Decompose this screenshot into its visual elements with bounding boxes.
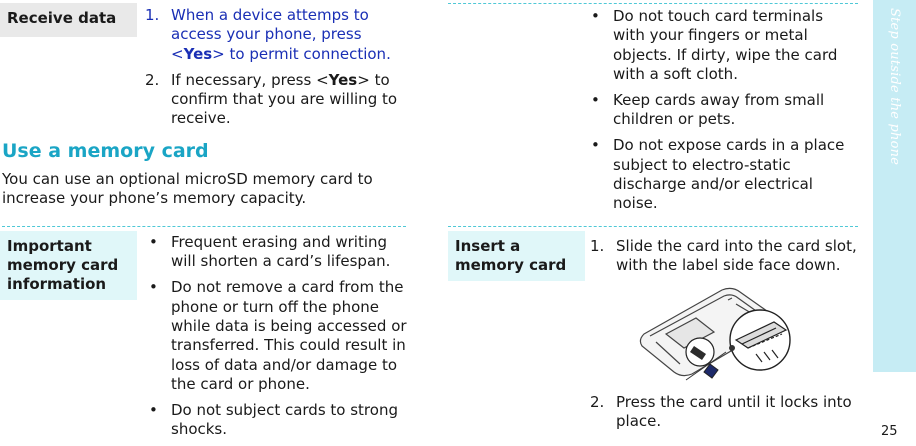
important-info-bullets-right	[587, 7, 857, 220]
receive-data-label: Receive data	[0, 3, 137, 37]
step-text-post: > to permit connection.	[212, 44, 391, 63]
bullet-item: • Do not touch card terminals with your fingers or metal objects. If dirty, wipe the card with a soft cloth.	[591, 7, 838, 84]
bullet-item: • Frequent erasing and writing will shorten a card’s lifespan.	[149, 233, 391, 271]
insert-step-2: 2. Press the card until it locks into place.	[590, 393, 852, 431]
bullet-item: • Do not expose cards in a place subject to electro-static discharge and/or electrical noise.	[591, 136, 845, 213]
bullet-item: • Do not remove a card from the phone or turn off the phone while data is being accessed or transferred. This could result in loss of data and/or damage to the card or phone.	[149, 278, 407, 394]
yes-key: Yes	[328, 70, 358, 89]
bullet-item: • Keep cards away from small children or pets.	[591, 91, 825, 129]
step-text-pre: When a device attemps to access your phone, press <	[171, 6, 369, 63]
important-info-bullets-left	[145, 233, 407, 446]
receive-step-1	[145, 6, 407, 64]
step-text-pre: If necessary, press <	[171, 70, 329, 89]
phone-memory-card-illustration	[636, 282, 804, 384]
receive-data-steps	[145, 6, 407, 135]
bullet-item: • Do not subject cards to strong shocks.	[149, 401, 398, 439]
insert-card-step-1	[590, 237, 860, 282]
step-text-post: > to confirm that you are willing to receive.	[171, 70, 398, 128]
important-info-label: Important memory card information	[0, 231, 137, 300]
section-intro: You can use an optional microSD memory card to increase your phone’s memory capacity.	[2, 170, 373, 208]
insert-card-step-2	[590, 393, 860, 438]
yes-key: Yes	[183, 44, 213, 63]
insert-card-label: Insert a memory card	[448, 231, 585, 281]
divider	[448, 3, 858, 4]
section-heading: Use a memory card	[2, 140, 209, 162]
section-sidebar-tab	[873, 0, 916, 372]
step-number: 2.	[145, 70, 160, 89]
divider	[2, 226, 406, 227]
receive-step-2	[145, 71, 407, 129]
page-number: 25	[881, 424, 898, 439]
divider	[448, 226, 858, 227]
sidebar-section-title: Step outside the phone	[887, 8, 902, 166]
step-number: 1.	[145, 6, 160, 24]
insert-step-1: 1. Slide the card into the card slot, with the label side face down.	[590, 237, 857, 275]
